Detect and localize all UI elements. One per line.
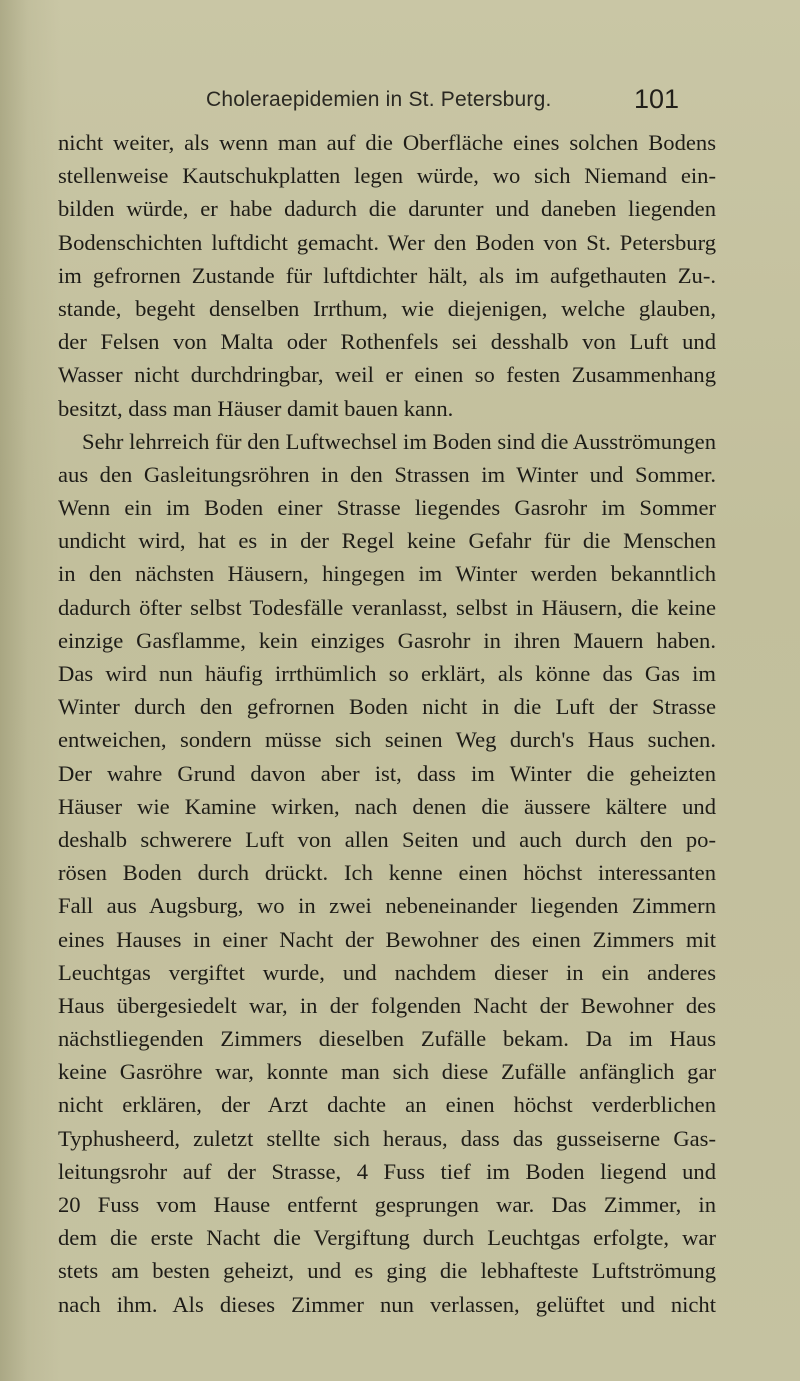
text-line: nächstliegenden Zimmers dieselben Zufälle bekam. Da im Haus	[58, 1026, 716, 1052]
text-line: in den nächsten Häusern, hingegen im Winter werden bekanntlich	[58, 561, 716, 587]
text-line: bilden würde, er habe dadurch die darunter und daneben liegenden	[58, 196, 716, 222]
text-line: rösen Boden durch drückt. Ich kenne einen höchst interessanten	[58, 860, 716, 886]
text-line: aus den Gasleitungsröhren in den Strassen im Winter und Sommer.	[58, 461, 716, 487]
text-line: nicht weiter, als wenn man auf die Oberfläche eines solchen Bodens	[58, 130, 716, 155]
text-line: eines Hauses in einer Nacht der Bewohner des einen Zimmers mit	[58, 926, 716, 952]
running-head-title: Choleraepidemien in St. Petersburg.	[206, 88, 552, 111]
text-line: Fall aus Augsburg, wo in zwei nebeneinander liegenden Zimmern	[58, 893, 716, 919]
text-line: besitzt, dass man Häuser damit bauen kann.	[58, 395, 454, 421]
text-line: nach ihm. Als dieses Zimmer nun verlassen, gelüftet und nicht	[58, 1291, 716, 1317]
text-line: einzige Gasflamme, kein einziges Gasrohr in ihren Mauern haben.	[58, 627, 716, 653]
text-line: Der wahre Grund davon aber ist, dass im Winter die geheizten	[58, 760, 716, 786]
text-line: keine Gasröhre war, konnte man sich diese Zufälle anfänglich gar	[58, 1059, 716, 1085]
text-line: Typhusheerd, zuletzt stellte sich heraus, dass das gusseiserne Gas-	[58, 1125, 716, 1151]
text-line: Leuchtgas vergiftet wurde, und nachdem dieser in ein anderes	[58, 959, 716, 985]
text-line: stande, begeht denselben Irrthum, wie diejenigen, welche glauben,	[58, 295, 716, 321]
text-line: deshalb schwerere Luft von allen Seiten und auch durch den po-	[58, 826, 716, 852]
running-head	[206, 84, 706, 114]
text-line: im gefrornen Zustande für luftdichter hält, als im aufgethauten Zu-.	[58, 262, 716, 288]
text-line: dadurch öfter selbst Todesfälle veranlasst, selbst in Häusern, die keine	[58, 594, 716, 620]
text-line: Winter durch den gefrornen Boden nicht in die Luft der Strasse	[58, 694, 716, 720]
text-line: stellenweise Kautschukplatten legen würde, wo sich Niemand ein-	[58, 163, 716, 189]
text-line: Sehr lehrreich für den Luftwechsel im Boden sind die Ausströmungen	[82, 428, 716, 454]
text-line: undicht wird, hat es in der Regel keine Gefahr für die Menschen	[58, 528, 716, 554]
text-line: Häuser wie Kamine wirken, nach denen die äussere kältere und	[58, 793, 716, 819]
page-number: 101	[633, 84, 679, 114]
text-line: Wenn ein im Boden einer Strasse liegendes Gasrohr im Sommer	[58, 495, 716, 521]
text-line: Wasser nicht durchdringbar, weil er einen so festen Zusammenhang	[58, 362, 716, 388]
text-line: der Felsen von Malta oder Rothenfels sei desshalb von Luft und	[58, 329, 716, 355]
text-line: stets am besten geheizt, und es ging die lebhafteste Luftströmung	[58, 1258, 716, 1284]
text-line: Das wird nun häufig irrthümlich so erklärt, als könne das Gas im	[58, 661, 716, 686]
text-line: Bodenschichten luftdicht gemacht. Wer den Boden von St. Petersburg	[58, 229, 716, 255]
text-line: entweichen, sondern müsse sich seinen Weg durch's Haus suchen.	[58, 727, 716, 753]
text-line: leitungsrohr auf der Strasse, 4 Fuss tief im Boden liegend und	[58, 1158, 716, 1184]
text-line: 20 Fuss vom Hause entfernt gesprungen war. Das Zimmer, in	[58, 1192, 716, 1217]
text-line: dem die erste Nacht die Vergiftung durch Leuchtgas erfolgte, war	[58, 1225, 716, 1251]
text-line: Haus übergesiedelt war, in der folgenden Nacht der Bewohner des	[58, 992, 716, 1018]
text-line: nicht erklären, der Arzt dachte an einen höchst verderblichen	[58, 1092, 716, 1118]
body-text	[58, 126, 716, 1321]
